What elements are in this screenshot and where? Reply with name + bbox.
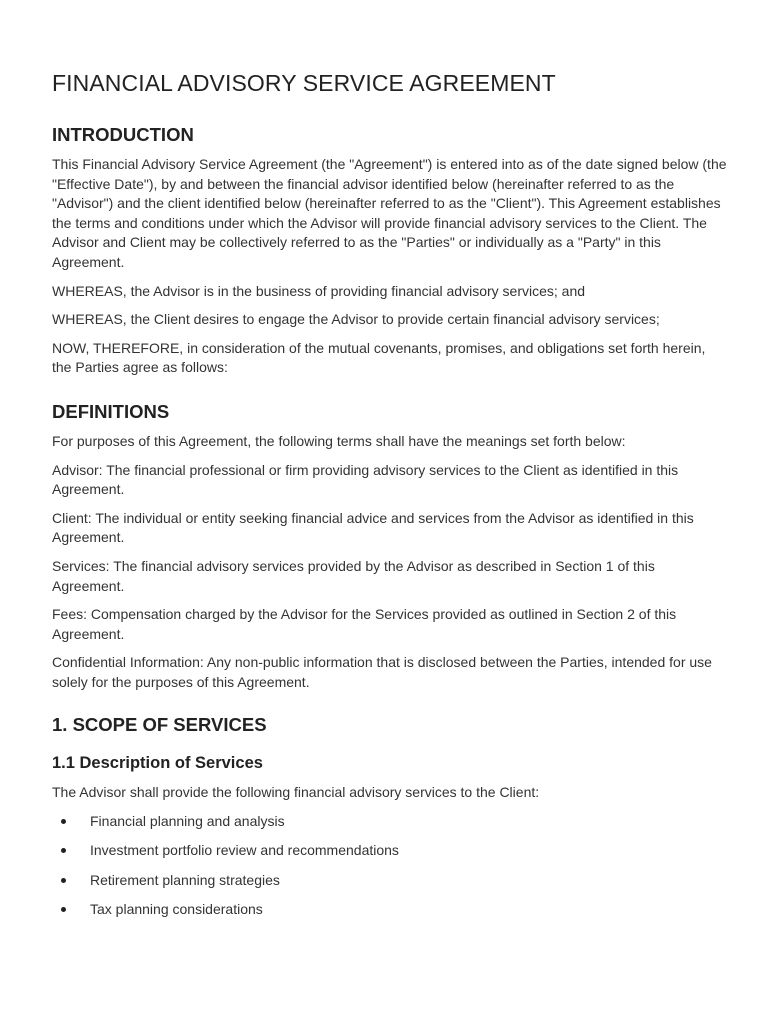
bullet-icon (61, 848, 66, 853)
introduction-section (52, 124, 727, 378)
list-item (52, 841, 727, 861)
services-intro: The Advisor shall provide the following financial advisory services to the Client: (52, 784, 540, 801)
list-item-text: Tax planning considerations (90, 901, 263, 918)
definitions-section (52, 401, 727, 693)
definition-services: Services: The financial advisory services provided by the Advisor as described in Section 1 of this Agreement. (52, 557, 655, 594)
document-title: FINANCIAL ADVISORY SERVICE AGREEMENT (52, 70, 556, 96)
document-page (52, 70, 727, 942)
list-item (52, 871, 727, 891)
whereas-advisor-paragraph: WHEREAS, the Advisor is in the business of providing financial advisory services; and (52, 282, 586, 299)
bullet-icon (61, 819, 66, 824)
definition-fees: Fees: Compensation charged by the Advisor for the Services provided as outlined in Section 2 of this Agreement. (52, 606, 677, 642)
list-item (52, 900, 727, 920)
definitions-intro: For purposes of this Agreement, the following terms shall have the meanings set forth below: (52, 432, 626, 449)
services-list (52, 812, 727, 920)
description-of-services-subheading: 1.1 Description of Services (52, 754, 263, 773)
scope-section (52, 714, 727, 919)
bullet-icon (61, 907, 66, 912)
introduction-heading: INTRODUCTION (52, 124, 194, 145)
scope-heading: 1. SCOPE OF SERVICES (52, 714, 267, 736)
now-therefore-paragraph: NOW, THEREFORE, in consideration of the mutual covenants, promises, and obligations set forth herein, the Parties agree as follows: (52, 339, 706, 376)
list-item-text: Retirement planning strategies (90, 871, 280, 888)
definition-client: Client: The individual or entity seeking financial advice and services from the Advisor as identified in this Agreement. (52, 509, 694, 546)
whereas-client-paragraph: WHEREAS, the Client desires to engage the Advisor to provide certain financial advisory services; (52, 311, 660, 328)
list-item (52, 812, 727, 832)
introduction-paragraph: This Financial Advisory Service Agreement (the "Agreement") is entered into as of the date signed below (the "Effective Date"), by and between the financial advisor identified below (hereinafter referred to as the "Advisor") and the client identified below (hereinafter referred to as the "Client"). This Agreement establishes the terms and conditions under which the Advisor will provide financial advisory services to the Client. The Advisor and Client may be collectively referred to as the "Parties" or individually as a "Party" in this Agreement. (52, 156, 727, 270)
list-item-text: Financial planning and analysis (90, 813, 285, 830)
definitions-heading: DEFINITIONS (52, 400, 170, 422)
definition-confidential-information: Confidential Information: Any non-public information that is disclosed between the Parties, intended for use solely for the purposes of this Agreement. (52, 654, 712, 690)
definition-advisor: Advisor: The financial professional or firm providing advisory services to the Client as identified in this Agreement. (52, 461, 679, 498)
bullet-icon (61, 878, 66, 883)
list-item-text: Investment portfolio review and recommendations (90, 842, 399, 859)
